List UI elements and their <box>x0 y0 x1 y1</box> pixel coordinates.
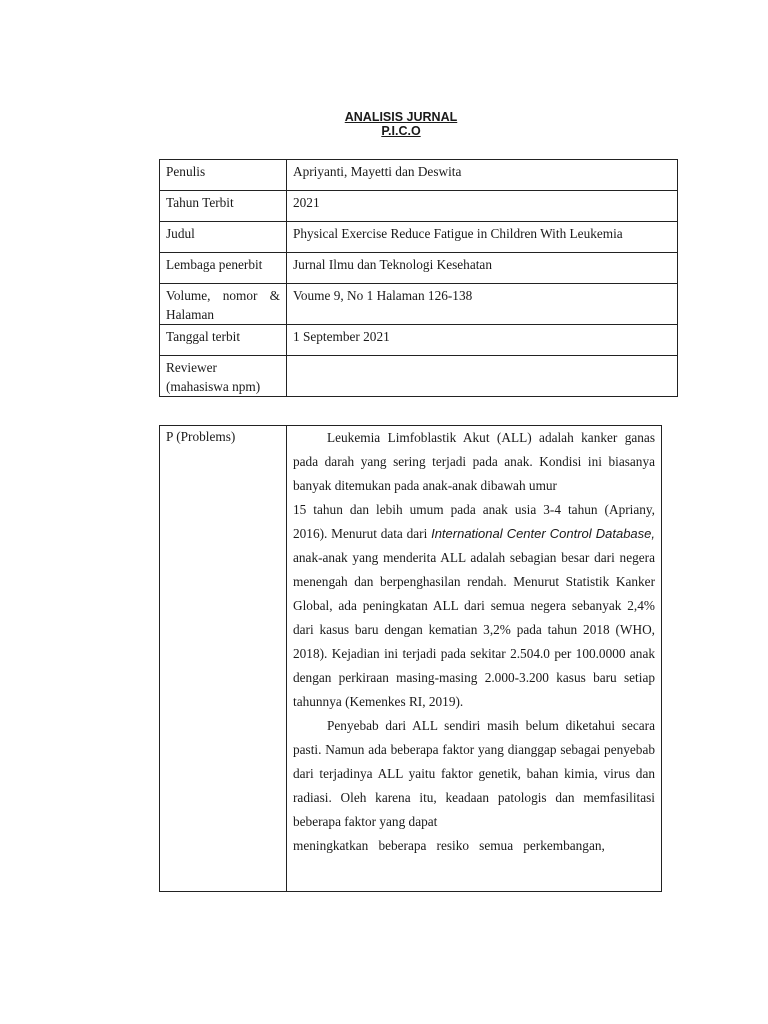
info-row-judul <box>160 222 678 253</box>
pico-italic-source: International Center Control Database, <box>431 526 656 541</box>
info-label: Judul <box>160 222 287 253</box>
info-label: Lembaga penerbit <box>160 253 287 284</box>
info-label-line: Halaman <box>166 307 214 322</box>
info-value: 1 September 2021 <box>287 325 678 356</box>
info-row-tanggal <box>160 325 678 356</box>
info-label-word: Volume, <box>166 288 211 303</box>
pico-word: perkembangan, <box>523 838 605 853</box>
pico-paragraph: Leukemia Limfoblastik Akut (ALL) adalah kanker ganas pada darah yang sering terjadi pada anak. Kondisi ini biasanya banyak ditemukan pada anak-anak dibawah umur <box>293 430 655 493</box>
pico-word: beberapa <box>378 838 427 853</box>
pico-paragraph <box>293 498 655 714</box>
info-row-reviewer <box>160 356 678 397</box>
pico-table <box>159 425 662 892</box>
info-row-penulis <box>160 160 678 191</box>
info-label <box>160 284 287 325</box>
pico-word: resiko <box>436 838 470 853</box>
info-label: Tahun Terbit <box>160 191 287 222</box>
info-label <box>160 356 287 397</box>
journal-info-table <box>159 159 678 397</box>
document-title <box>0 110 768 138</box>
info-label-line <box>166 286 280 305</box>
info-row-tahun-terbit <box>160 191 678 222</box>
title-line-2: P.I.C.O <box>381 124 421 138</box>
info-value: Voume 9, No 1 Halaman 126-138 <box>287 284 678 325</box>
pico-word: semua <box>479 838 514 853</box>
pico-last-line <box>293 834 655 858</box>
pico-row-problems <box>160 426 662 892</box>
info-label-word: & <box>269 288 280 303</box>
info-value <box>287 356 678 397</box>
info-value: 2021 <box>287 191 678 222</box>
info-value: Apriyanti, Mayetti dan Deswita <box>287 160 678 191</box>
info-label-line: (mahasiswa npm) <box>166 379 261 394</box>
pico-text: anak-anak yang menderita ALL adalah sebagian besar dari negera menengah dan berpenghasilan rendah. Menurut Statistik Kanker Global, ada peningkatan ALL dari semua negera sebanyak 2,4% dari kasus baru dengan kematian 3,2% pada tahun 2018 (WHO, 2018). Kejadian ini terjadi pada sekitar 2.504.0 per 100.0000 anak dengan perkiraan masing-masing 2.000-3.200 kasus baru setiap tahunnya (Kemenkes RI, 2019). <box>293 550 655 709</box>
pico-text: 15 tahun dan lebih umum pada anak usia 3-4 tahun (Apriany, 2016). Menurut data dari <box>293 502 655 541</box>
pico-label: P (Problems) <box>160 426 287 892</box>
pico-content <box>287 426 662 892</box>
pico-paragraph: Penyebab dari ALL sendiri masih belum diketahui secara pasti. Namun ada beberapa faktor yang dianggap sebagai penyebab dari terjadinya ALL yaitu faktor genetik, bahan kimia, virus dan radiasi. Oleh karena itu, keadaan patologis dan memfasilitasi beberapa faktor yang dapat <box>293 718 655 829</box>
info-row-volume <box>160 284 678 325</box>
info-label: Penulis <box>160 160 287 191</box>
title-line-1: ANALISIS JURNAL <box>344 110 458 124</box>
info-label: Tanggal terbit <box>160 325 287 356</box>
info-value: Physical Exercise Reduce Fatigue in Children With Leukemia <box>287 222 678 253</box>
info-label-word: nomor <box>222 288 258 303</box>
info-label-line: Reviewer <box>166 360 217 375</box>
info-value: Jurnal Ilmu dan Teknologi Kesehatan <box>287 253 678 284</box>
pico-line-spacer <box>615 834 655 858</box>
info-row-lembaga <box>160 253 678 284</box>
pico-word: meningkatkan <box>293 838 369 853</box>
